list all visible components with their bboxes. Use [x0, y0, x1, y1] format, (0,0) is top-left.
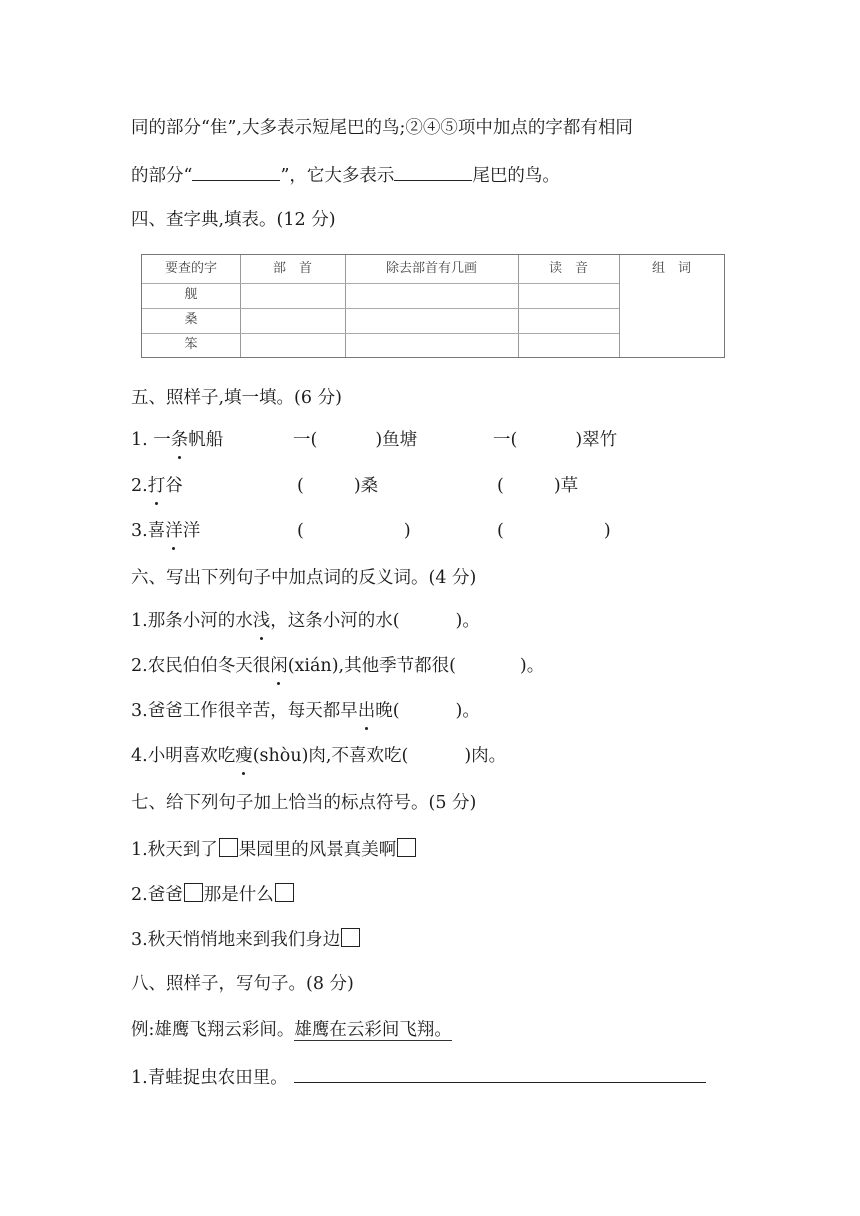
- dotted-char: 闲: [270, 656, 288, 676]
- dictionary-table: [141, 254, 725, 358]
- table-header-radical: 部 首: [272, 261, 312, 276]
- intro-line-2: 的部分“ ”，它大多表示 尾巴的鸟。: [131, 162, 560, 188]
- section-6-item-3: 3.爸爸工作很辛苦，每天都早出晚( )。: [131, 701, 480, 721]
- answer-line-8-1[interactable]: [294, 1064, 706, 1083]
- answer-blank-radical[interactable]: [192, 162, 280, 181]
- table-header-words: 组 词: [651, 261, 691, 276]
- dotted-char: 出: [357, 701, 376, 721]
- section-6-item-4: 4.小明喜欢吃瘦(shòu)肉,不喜欢吃( )肉。: [131, 746, 507, 766]
- dotted-char: 条: [170, 430, 189, 450]
- answer-blank-tail[interactable]: [394, 162, 472, 181]
- table-header-pinyin: 读 音: [548, 261, 588, 276]
- punctuation-box[interactable]: [275, 883, 294, 902]
- dotted-char: 浅: [252, 611, 271, 631]
- section-5-title: 五、照样子,填一填。(6 分): [131, 388, 342, 408]
- section-4-title: 四、查字典,填表。(12 分): [131, 210, 336, 230]
- punctuation-box[interactable]: [219, 838, 238, 857]
- table-char-sang: 桑: [184, 312, 198, 327]
- intro-line-1: 同的部分“隹”,大多表示短尾巴的鸟;②④⑤项中加点的字都有相同: [131, 118, 633, 138]
- table-char-ben: 笨: [184, 337, 198, 352]
- section-8-question-1: 1.青蛙捉虫农田里。: [131, 1064, 706, 1090]
- section-7-title: 七、给下列句子加上恰当的标点符号。(5 分): [131, 793, 477, 813]
- section-7-item-1: 1.秋天到了 果园里的风景真美啊: [131, 838, 417, 862]
- section-8-example: 例:雄鹰飞翔云彩间。雄鹰在云彩间飞翔。: [131, 1020, 452, 1040]
- section-5-row-1: 1. 一条帆船 一( )鱼塘 一( )翠竹: [131, 430, 618, 450]
- section-6-title: 六、写出下列句子中加点词的反义词。(4 分): [131, 568, 477, 588]
- table-header-char: 要查的字: [164, 261, 217, 276]
- punctuation-box[interactable]: [341, 928, 360, 947]
- section-8-title: 八、照样子，写句子。(8 分): [131, 974, 354, 994]
- section-5-row-3: 3.喜洋洋 ( ) ( ): [131, 521, 611, 541]
- section-5-row-2: 2.打谷 ( )桑 ( )草: [131, 476, 579, 496]
- dotted-char: 瘦: [235, 746, 253, 766]
- section-6-item-1: 1.那条小河的水浅，这条小河的水( )。: [131, 611, 480, 631]
- table-header-strokes: 除去部首有几画: [385, 261, 477, 276]
- example-answer: 雄鹰在云彩间飞翔。: [294, 1020, 452, 1040]
- dotted-char: 洋: [165, 521, 183, 541]
- punctuation-box[interactable]: [184, 883, 203, 902]
- table-char-jian: 舰: [184, 287, 198, 302]
- punctuation-box[interactable]: [397, 838, 416, 857]
- dotted-char: 打: [147, 476, 166, 496]
- section-6-item-2: 2.农民伯伯冬天很闲(xián),其他季节都很( )。: [131, 656, 545, 676]
- section-7-item-2: 2.爸爸 那是什么: [131, 883, 295, 907]
- section-7-item-3: 3.秋天悄悄地来到我们身边: [131, 928, 361, 952]
